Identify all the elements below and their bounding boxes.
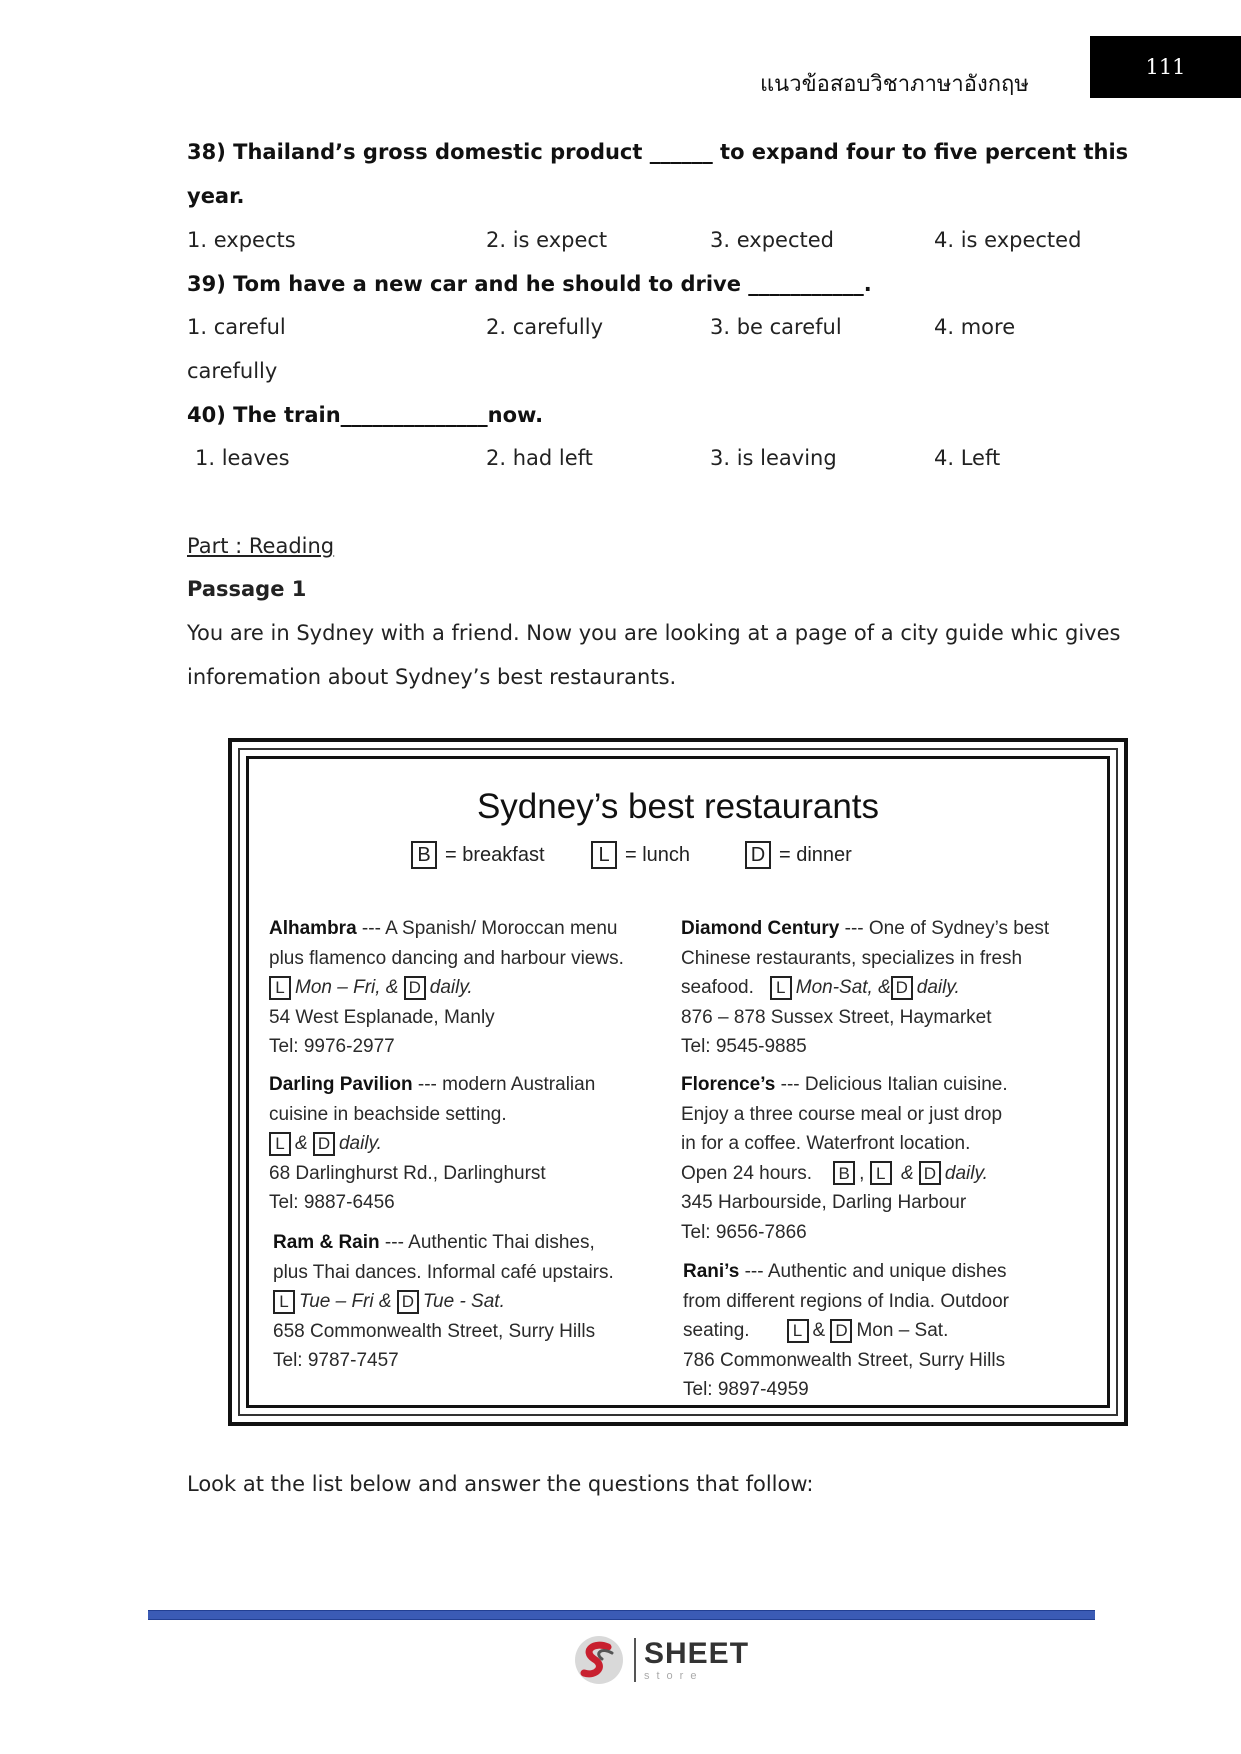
dinner-box: D [891,976,913,1000]
hours: Tue – Fri & [299,1291,392,1312]
restaurant-alhambra [269,914,669,1062]
restaurant-desc: plus Thai dances. Informal café upstairs. [273,1261,614,1283]
restaurant-address: 786 Commonwealth Street, Surry Hills [683,1349,1006,1371]
question-40-stem: 40) The train______________now. [187,403,544,427]
restaurant-address: 68 Darlinghurst Rd., Darlinghurst [269,1162,546,1184]
question-39-stem: 39) Tom have a new car and he should to drive ___________. [187,272,872,296]
restaurant-tel: Tel: 9656-7866 [681,1221,807,1243]
q40-option-3: 3. is leaving [710,446,837,470]
restaurant-desc: from different regions of India. Outdoor [683,1290,1009,1312]
hours: & [295,1133,308,1154]
dinner-box: D [919,1161,941,1185]
restaurant-desc: plus flamenco dancing and harbour views. [269,947,624,969]
separator: --- [379,1232,409,1253]
restaurant-name: Ram & Rain [273,1232,380,1253]
restaurant-desc: cuisine in beachside setting. [269,1103,507,1125]
dinner-box: D [830,1319,852,1343]
restaurant-tel: Tel: 9545-9885 [681,1036,807,1057]
q39-option-1: 1. careful [187,315,286,339]
restaurant-address: 54 West Esplanade, Manly [269,1006,495,1028]
restaurant-ram-and-rain [273,1228,673,1376]
q38-option-3: 3. expected [710,228,834,252]
question-38-stem: 38) Thailand’s gross domestic product ______ to expand four to five percent this [187,140,1129,164]
hours: daily. [429,977,473,998]
restaurant-name: Alhambra [269,918,357,939]
q39-option-2: 2. carefully [486,315,604,339]
restaurant-desc: Open 24 hours. [681,1162,812,1184]
header-title: แนวข้อสอบวิชาภาษาอังกฤษ [760,72,1029,97]
restaurant-diamond-century [681,914,1081,1062]
hours: Mon-Sat, & [795,977,891,998]
restaurant-desc: One of Sydney’s best [868,918,1050,939]
q39-option-3: 3. be careful [710,315,842,339]
q39-option-4: 4. more [934,315,1016,339]
dinner-key-box: D [745,841,771,869]
restaurant-desc: Enjoy a three course meal or just drop [681,1103,1003,1125]
restaurant-tel: Tel: 9976-2977 [269,1036,395,1057]
legend-dinner [745,841,852,869]
legend-breakfast [411,841,545,869]
restaurant-desc: Chinese restaurants, specializes in fresh [681,947,1023,969]
hours: Mon – Fri, & [295,977,399,998]
restaurant-desc: A Spanish/ Moroccan menu [385,918,618,939]
separator: --- [356,918,386,939]
restaurant-desc: Delicious Italian cuisine. [804,1074,1008,1095]
legend-lunch [591,841,690,869]
q40-option-4: 4. Left [934,446,1001,470]
hours: Mon – Sat. [856,1320,949,1341]
restaurant-name: Diamond Century [681,918,840,939]
hours: Tue - Sat. [422,1291,505,1312]
restaurant-tel: Tel: 9787-7457 [273,1350,399,1371]
part-reading-heading: Part : Reading [187,534,335,558]
legend-breakfast-label: = breakfast [445,843,545,866]
restaurant-tel: Tel: 9887-6456 [269,1192,395,1213]
page-number: 111 [1090,36,1241,98]
restaurant-desc: Authentic Thai dishes, [408,1232,595,1253]
q40-option-2: 2. had left [486,446,593,470]
q38-option-2: 2. is expect [486,228,608,252]
guide-title: Sydney’s best restaurants [476,787,880,826]
logo-wordmark: SHEET [644,1636,750,1670]
breakfast-key-box: B [411,841,437,869]
separator: --- [739,1261,768,1282]
hours: & [900,1162,914,1184]
logo-subtext: store [644,1669,704,1682]
restaurant-name: Florence’s [681,1074,776,1095]
restaurant-name: Rani’s [683,1261,740,1282]
restaurant-tel: Tel: 9897-4959 [683,1379,809,1400]
dinner-box: D [313,1132,335,1156]
restaurant-address: 658 Commonwealth Street, Surry Hills [273,1320,596,1342]
restaurant-address: 876 – 878 Sussex Street, Haymarket [681,1006,992,1028]
hours: daily. [916,977,960,998]
hours: daily. [944,1162,988,1184]
restaurant-darling-pavilion [269,1070,669,1218]
q38-option-1: 1. expects [187,228,296,252]
restaurant-address: 345 Harbourside, Darling Harbour [681,1192,967,1213]
q40-option-1: 1. leaves [195,446,290,470]
hours: & [812,1320,826,1341]
sheet-store-logo-icon [572,1633,626,1687]
restaurant-guide [228,738,1128,1426]
separator: --- [412,1074,443,1095]
passage-intro-line-1: You are in Sydney with a friend. Now you are looking at a page of a city guide whic gives [187,621,1121,645]
legend-lunch-label: = lunch [625,843,691,866]
restaurant-desc: seafood. [681,977,754,998]
lunch-box: L [273,1290,295,1314]
footer-divider [148,1610,1095,1620]
passage-intro-line-2: inforemation about Sydney’s best restaurants. [187,665,677,689]
hours: daily. [338,1133,382,1154]
restaurant-desc: seating. [683,1320,750,1341]
restaurant-desc: in for a coffee. Waterfront location. [681,1133,971,1154]
separator: --- [839,918,869,939]
lunch-box: L [770,976,792,1000]
legend-dinner-label: = dinner [779,843,852,866]
q39-option-4-wrap: carefully [187,359,278,383]
lunch-box: L [787,1319,809,1343]
restaurant-florences: Florence’s --- Delicious Italian cuisine. Enjoy a three course meal or just drop in for a coffee. Waterfront location. Open 24 hours. B , L & D daily. 345 Harbourside, Darling Harbour Tel: 9656-7866 [681,1070,1081,1247]
question-38-stem-wrap: year. [187,184,245,208]
lunch-key-box: L [591,841,617,869]
lunch-box: L [269,976,291,1000]
passage-heading: Passage 1 [187,577,307,601]
dinner-box: D [397,1290,419,1314]
q38-option-4: 4. is expected [934,228,1082,252]
closing-instruction: Look at the list below and answer the questions that follow: [187,1472,814,1496]
restaurant-desc: Authentic and unique dishes [767,1261,1007,1282]
breakfast-box: B [833,1161,855,1185]
sheet-store-logo [572,1632,749,1688]
lunch-box: L [870,1161,892,1185]
dinner-box: D [404,976,426,1000]
separator: --- [775,1074,805,1095]
lunch-box: L [269,1132,291,1156]
restaurant-name: Darling Pavilion [269,1074,413,1095]
restaurant-desc: modern Australian [442,1074,596,1095]
restaurant-ranis [683,1257,1083,1405]
